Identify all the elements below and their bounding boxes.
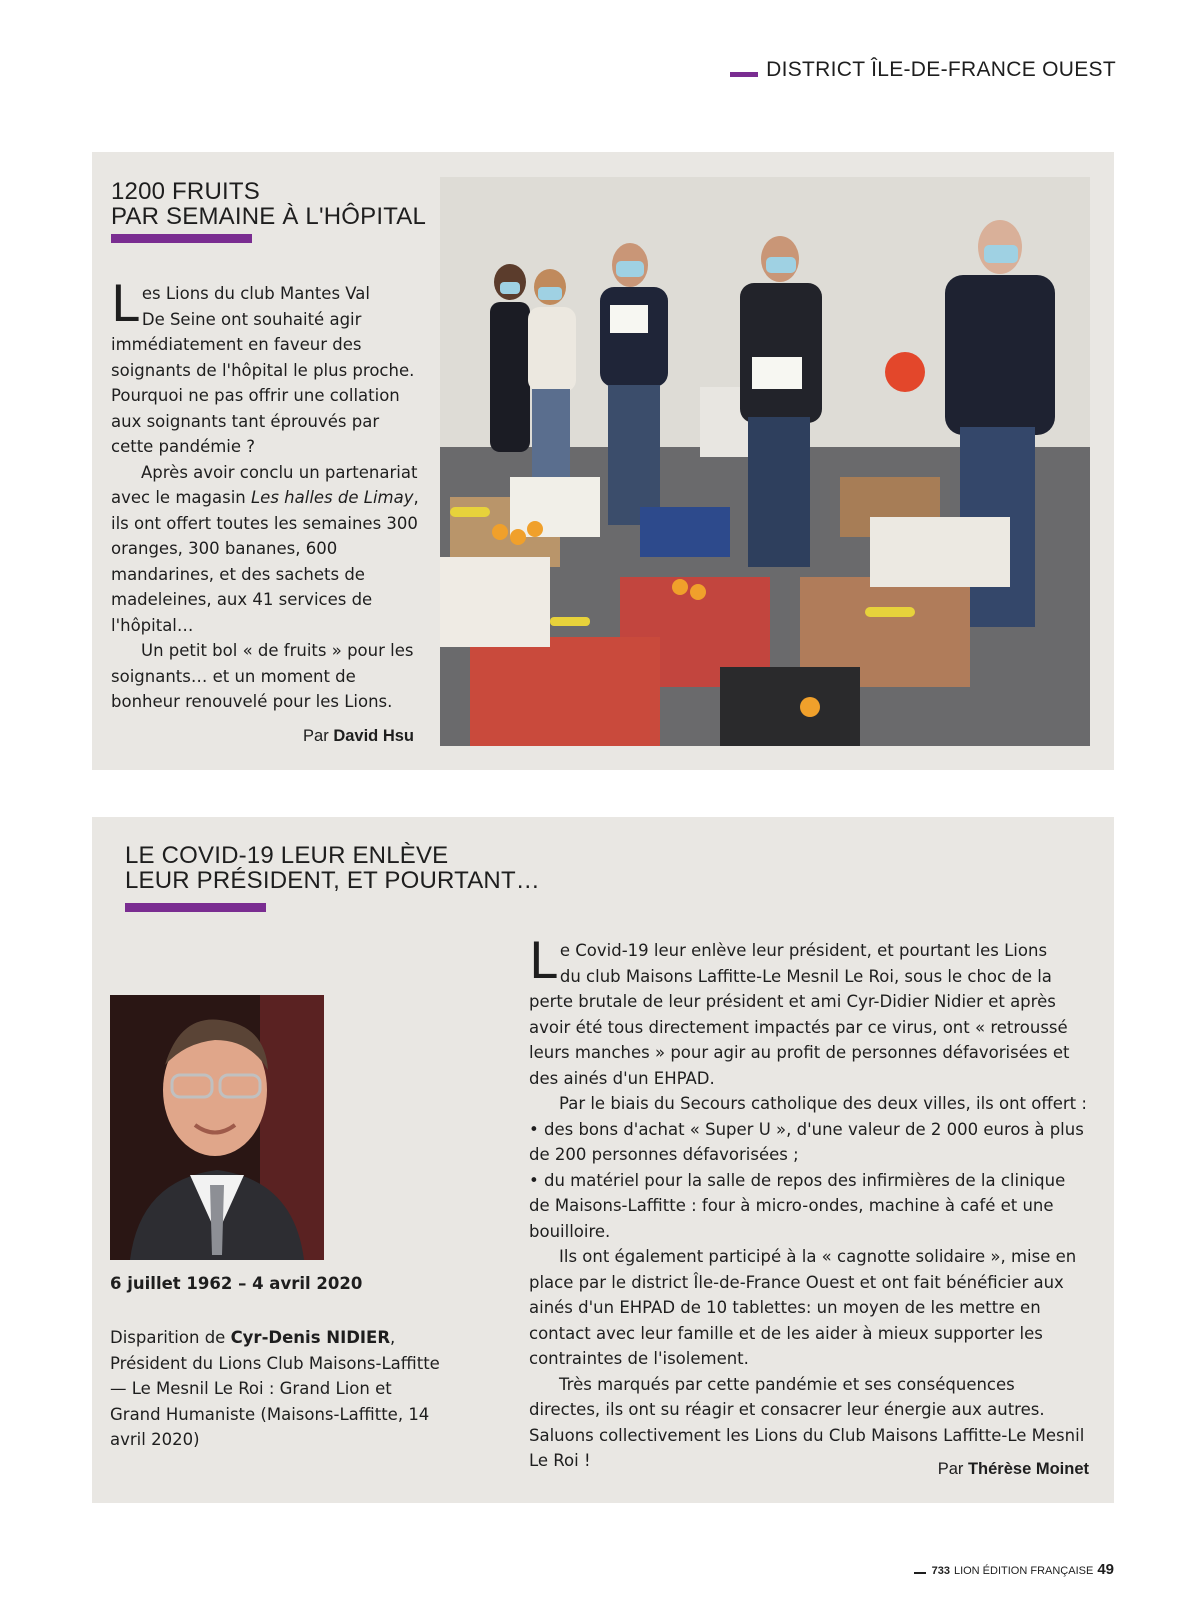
article-1-paragraph-1 [111,275,421,460]
portrait-text-part: , Président du Lions Club Maisons-Laffitte — Le Mesnil Le Roi : Grand Lion et Grand Humaniste (Maisons-Laffitte, 14 avril 2020) [110,1328,440,1449]
article-2-bullet-1: • des bons d'achat « Super U », d'une valeur de 2 000 euros à plus de 200 personnes défavorisées ; [529,1119,1084,1164]
article-2-paragraph-3: Ils ont également participé à la « cagnotte solidaire », mise en place par le district Île-de-France Ouest et ont fait bénéficier aux ainés d'un EHPAD de 10 tablettes: un moyen de les mettre en contact avec leur famille et de les aider à mieux supporter les contraintes de l'isolement. [529,1247,1077,1368]
byline-prefix: Par [303,727,329,745]
article-2-title-accent [125,903,266,912]
drop-cap: L [529,932,557,990]
portrait-illustration [110,995,324,1260]
section-header [730,58,1116,82]
header-accent-bar [730,72,758,77]
portrait-caption: 6 juillet 1962 – 4 avril 2020 [110,1274,363,1293]
article-1-paragraph-3: Un petit bol « de fruits » pour les soignants… et un moment de bonheur renouvelé pour les Lions. [111,641,414,711]
article-2-title-line-1: LE COVID-19 LEUR ENLÈVE [125,842,449,869]
article-2-text: perte brutale de leur président et ami Cyr-Didier Nidier et après avoir été tous directement impactés par ce virus, ont « retroussé leurs manches » pour agir au profit de personnes défavorisées et des ainés d'un EHPAD. [529,992,1070,1088]
article-1-text: , ils ont offert toutes les semaines 300 oranges, 300 bananes, 600 mandarines, et des sachets de madeleines, aux 41 services de l'hôpital… [111,488,419,635]
article-2-byline [529,1460,1089,1479]
article-1-paragraph-2 [111,460,421,639]
footer-dash [914,1572,926,1574]
president-name: Cyr-Denis NIDIER [230,1328,391,1347]
page-footer [914,1561,1114,1578]
portrait-text-part: Disparition de [110,1328,231,1347]
store-name: Les halles de Limay [250,488,414,507]
section-title: DISTRICT ÎLE-DE-FRANCE OUEST [766,58,1116,81]
article-1-body [111,275,421,715]
byline-author: David Hsu [333,727,414,745]
article-2-bullet-2: • du matériel pour la salle de repos des infirmières de la clinique de Maisons-Laffitte : four à micro-ondes, machine à café et une bouilloire. [529,1170,1066,1241]
article-1-title-line-2: PAR SEMAINE À L'HÔPITAL [111,203,427,230]
article-1-text: immédiatement en faveur des soignants de l'hôpital le plus proche. Pourquoi ne pas offrir une collation aux soignants tant éprouvés par cette pandémie ? [111,335,415,456]
drop-cap: L [111,275,139,333]
article-2-text: du club Maisons Laffitte-Le Mesnil Le Roi, sous le choc de la [559,966,1052,986]
article-2-paragraph-2: Par le biais du Secours catholique des deux villes, ils ont offert : [559,1094,1087,1113]
article-2-paragraph-4: Très marqués par cette pandémie et ses conséquences directes, ils ont su réagir et consacrer leur énergie aux autres. Saluons collectivement les Lions du Club Maisons Laffitte-Le Mesnil Le Roi ! [529,1374,1085,1470]
article-1-text: Après avoir conclu un partenariat avec le magasin [111,462,418,507]
article-1-text: De Seine ont souhaité agir [141,309,362,329]
article-1-title-line-1: 1200 FRUITS [111,178,260,205]
portrait-photo [110,995,324,1260]
page-number: 49 [1097,1561,1114,1578]
magazine-name: LION ÉDITION FRANÇAISE [953,1565,1094,1577]
byline-author: Thérèse Moinet [967,1460,1089,1478]
article-1-title-accent [111,234,252,243]
group-photo [440,177,1090,746]
article-1-text: es Lions du club Mantes Val [141,284,370,303]
article-2-title [125,843,540,893]
portrait-text [110,1325,440,1453]
byline-prefix: Par [937,1460,964,1478]
article-2-text: e Covid-19 leur enlève leur président, et pourtant les Lions [559,941,1048,960]
article-2-paragraph-1 [529,932,1089,1091]
issue-number: 733 [931,1565,950,1577]
group-photo-illustration [440,177,1090,746]
article-2-body [529,932,1089,1474]
article-1-title [111,179,426,229]
article-2-title-line-2: LEUR PRÉSIDENT, ET POURTANT… [125,867,541,894]
article-1-byline [111,727,414,746]
